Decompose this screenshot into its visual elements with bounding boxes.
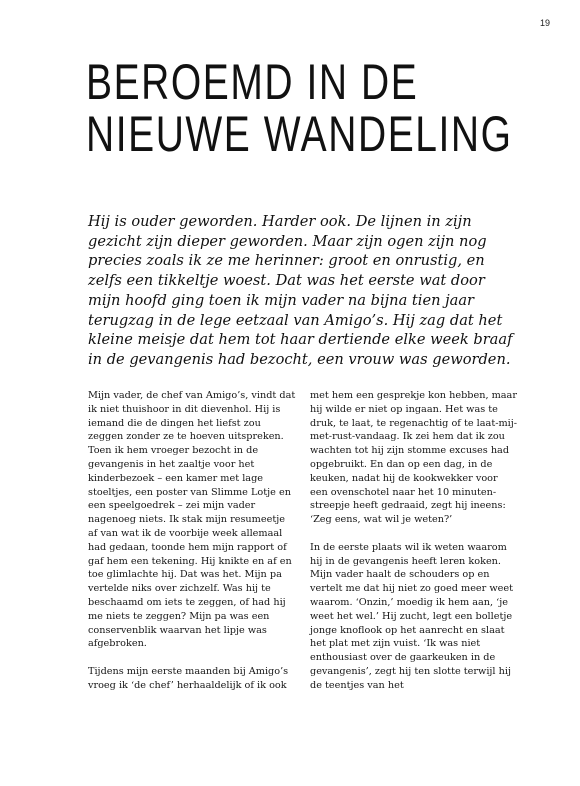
article-title-line-1: BEROEMD IN DE	[86, 54, 419, 110]
body-paragraph: met hem een gesprekje kon hebben, maar hij wilde er niet op ingaan. Het was te druk, te laat, te regenachtig of te laat-mij-met-rust-vandaag. Ik zei hem dat ik zou wachten tot hij zijn stomme excuses had opgebruikt. En dan op een dag, in de keuken, nadat hij de kookwekker voor een ovenschotel naar het 10 minuten-streepje heeft gedraaid, zegt hij ineens: ‘Zeg eens, wat wil je weten?’	[310, 390, 518, 526]
article-title-line-2: NIEUWE WANDELING	[86, 106, 513, 162]
body-paragraph: Tijdens mijn eerste maanden bij Amigo’s vroeg ik ‘de chef’ herhaaldelijk of ik ook	[88, 665, 289, 691]
body-paragraph: In de eerste plaats wil ik weten waarom hij in de gevangenis heeft leren koken. Mijn vader haalt de schouders op en vertelt me dat hij niet zo goed meer weet waarom. ‘Onzin,’ moedig ik hem aan, ‘je weet het wel.’ Hij zucht, legt een bolletje jonge knoflook op het aanrecht en slaat het plat met zijn vuist. ‘Ik was niet enthousiast over de gaarkeuken in de gevangenis’, zegt hij ten slotte terwijl hij de teentjes van het	[310, 541, 514, 691]
body-column-left	[88, 389, 296, 706]
body-paragraph: Mijn vader, de chef van Amigo’s, vindt dat ik niet thuishoor in dit dievenhol. Hij is iemand die de dingen het liefst zou zeggen zonder ze te hoeven uitspreken. Toen ik hem vroeger bezocht in de gevangenis in het zaaltje voor het kinderbezoek – een kamer met lage stoeltjes, een poster van Slimme Lotje en een speelgoedrek – zei mijn vader nagenoeg niets. Ik stak mijn resumeetje af van wat ik de voorbije week allemaal had gedaan, toonde hem mijn rapport of gaf hem een tekening. Hij knikte en af en toe glimlachte hij. Dat was het. Mijn pa vertelde niks over zichzelf. Was hij te beschaamd om iets te zeggen, of had hij me niets te zeggen? Mijn pa was een conservenblik waarvan het lipje was afgebroken.	[88, 390, 296, 650]
article-title	[86, 54, 513, 162]
page-number: 19	[539, 18, 550, 28]
body-columns	[88, 389, 518, 706]
body-column-right	[310, 389, 518, 706]
lead-paragraph: Hij is ouder geworden. Harder ook. De lijnen in zijn gezicht zijn dieper geworden. Maar zijn ogen zijn nog precies zoals ik ze me herinner: groot en onrustig, en zelfs een tikkeltje woest. Dat was het eerste wat door mijn hoofd ging toen ik mijn vader na bijna tien jaar terugzag in de lege eetzaal van Amigo’s. Hij zag dat het kleine meisje dat hem tot haar dertiende elke week braaf in de gevangenis had bezocht, een vrouw was geworden.	[88, 213, 513, 368]
